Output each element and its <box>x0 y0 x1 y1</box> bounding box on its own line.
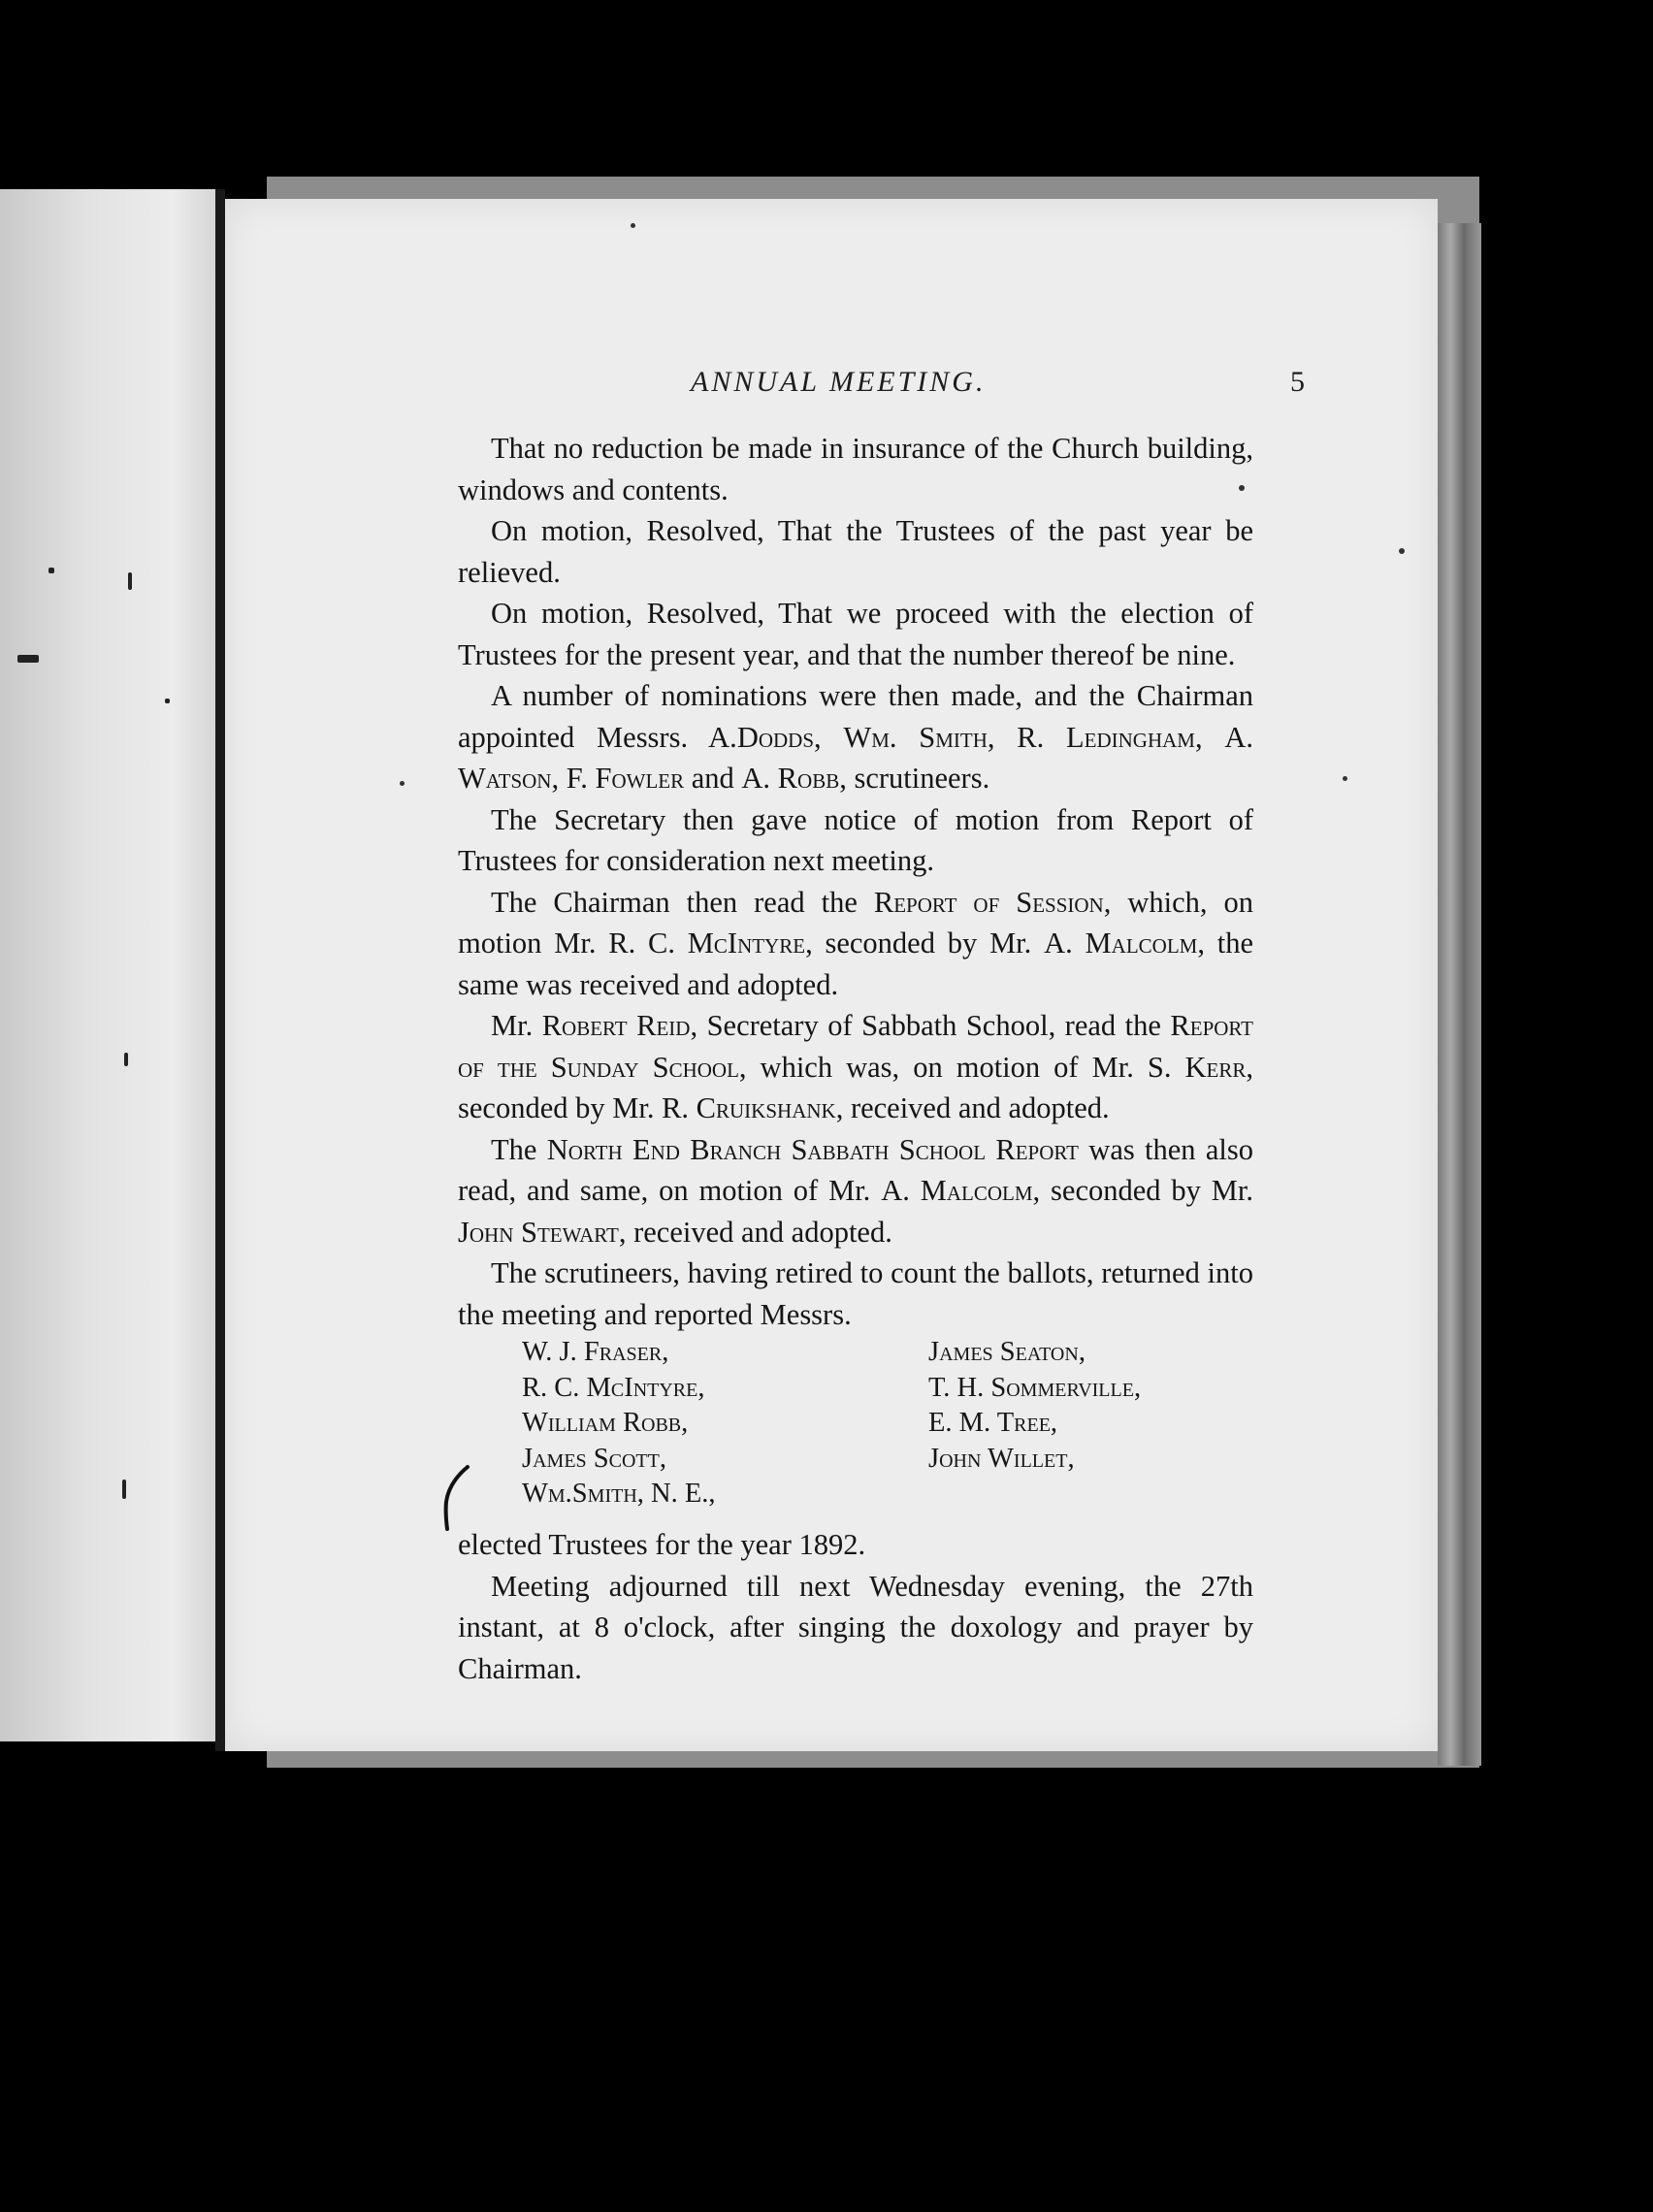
paragraph: A number of nominations were then made, and the Chairman appointed Messrs. A.Dodds, Wm. Smith, R. Ledingham, A. Watson, F. Fowler and A. Robb, scrutineers. <box>458 679 1253 795</box>
person-name: F. Fowler <box>566 762 685 795</box>
trustee-name: T. H. Sommerville, <box>928 1372 1142 1403</box>
person-name: A. Malcolm <box>1044 927 1198 960</box>
trustee-name: W. J. Fraser, <box>522 1337 669 1367</box>
running-head <box>225 366 1438 414</box>
paragraph: Meeting adjourned till next Wednesday evening, the 27th instant, at 8 o'clock, after singing the doxology and prayer by Chairman. <box>458 1569 1253 1685</box>
person-name: A. Robb <box>741 762 840 795</box>
page-edge-right <box>1438 223 1481 1766</box>
paragraph: The scrutineers, having retired to count the ballots, returned into the meeting and reported Messrs. <box>458 1256 1253 1331</box>
person-name: R. Cruikshank <box>662 1091 836 1124</box>
paragraph: elected Trustees for the year 1892. <box>458 1528 866 1561</box>
paragraph: On motion, Resolved, That the Trustees of the past year be relieved. <box>458 514 1253 589</box>
trustee-column-left <box>522 1335 716 1513</box>
ink-speck <box>1343 776 1347 781</box>
ink-speck <box>631 223 635 228</box>
book-page <box>225 199 1438 1751</box>
left-page-edge <box>0 189 215 1741</box>
person-name: R. C. McIntyre <box>608 927 806 960</box>
running-title: ANNUAL MEETING. <box>691 366 987 398</box>
person-name: Wm. Smith <box>843 720 988 754</box>
trustee-column-right <box>928 1335 1141 1477</box>
person-name: Dodds <box>736 720 815 754</box>
paragraph: On motion, Resolved, That we proceed with the election of Trustees for the present year, and that the number thereof be nine. <box>458 597 1253 671</box>
report-title: Report of Session <box>873 885 1104 919</box>
ink-speck <box>400 781 405 786</box>
body-text <box>458 428 1253 1689</box>
pencil-mark-icon <box>438 1463 471 1531</box>
report-title: Report of the Sunday School <box>458 1009 1253 1084</box>
ink-speck <box>1239 485 1245 491</box>
trustee-name: James Seaton, <box>928 1337 1086 1367</box>
paragraph: The Chairman then read the Report of Session, which, on motion Mr. R. C. McIntyre, seconded by Mr. A. Malcolm, the same was received and adopted. <box>458 885 1254 1001</box>
paragraph: Mr. Robert Reid, Secretary of Sabbath School, read the Report of the Sunday School, which was, on motion of Mr. S. Kerr, seconded by Mr. R. Cruikshank, received and adopted. <box>458 1009 1253 1124</box>
trustee-name: R. C. McIntyre, <box>522 1372 705 1403</box>
person-name: S. Kerr <box>1147 1050 1247 1084</box>
trustee-name: William Robb, <box>522 1408 689 1438</box>
paragraph: The Secretary then gave notice of motion from Report of Trustees for consideration next meeting. <box>458 802 1253 877</box>
trustee-name: E. M. Tree, <box>928 1408 1058 1438</box>
report-title: North End Branch Sabbath School Report <box>546 1132 1079 1166</box>
trustee-name: John Willet, <box>928 1443 1075 1474</box>
trustee-list <box>458 1335 1253 1524</box>
person-name: A. Malcolm <box>881 1174 1033 1207</box>
person-name: R. Ledingham <box>1017 720 1195 754</box>
paragraph: That no reduction be made in insurance of the Church building, windows and contents. <box>458 432 1253 506</box>
page-number: 5 <box>1290 366 1305 398</box>
person-name: Robert Reid <box>541 1009 691 1042</box>
book-gutter <box>215 189 225 1751</box>
ink-speck <box>1399 548 1405 554</box>
person-name: A. Watson <box>458 720 1253 795</box>
paragraph: The North End Branch Sabbath School Report was then also read, and same, on motion of Mr. A. Malcolm, seconded by Mr. John Stewart, received and adopted. <box>458 1132 1254 1249</box>
trustee-name: Wm.Smith, N. E., <box>522 1479 716 1509</box>
person-name: John Stewart <box>458 1215 619 1249</box>
trustee-name: James Scott, <box>522 1443 666 1474</box>
